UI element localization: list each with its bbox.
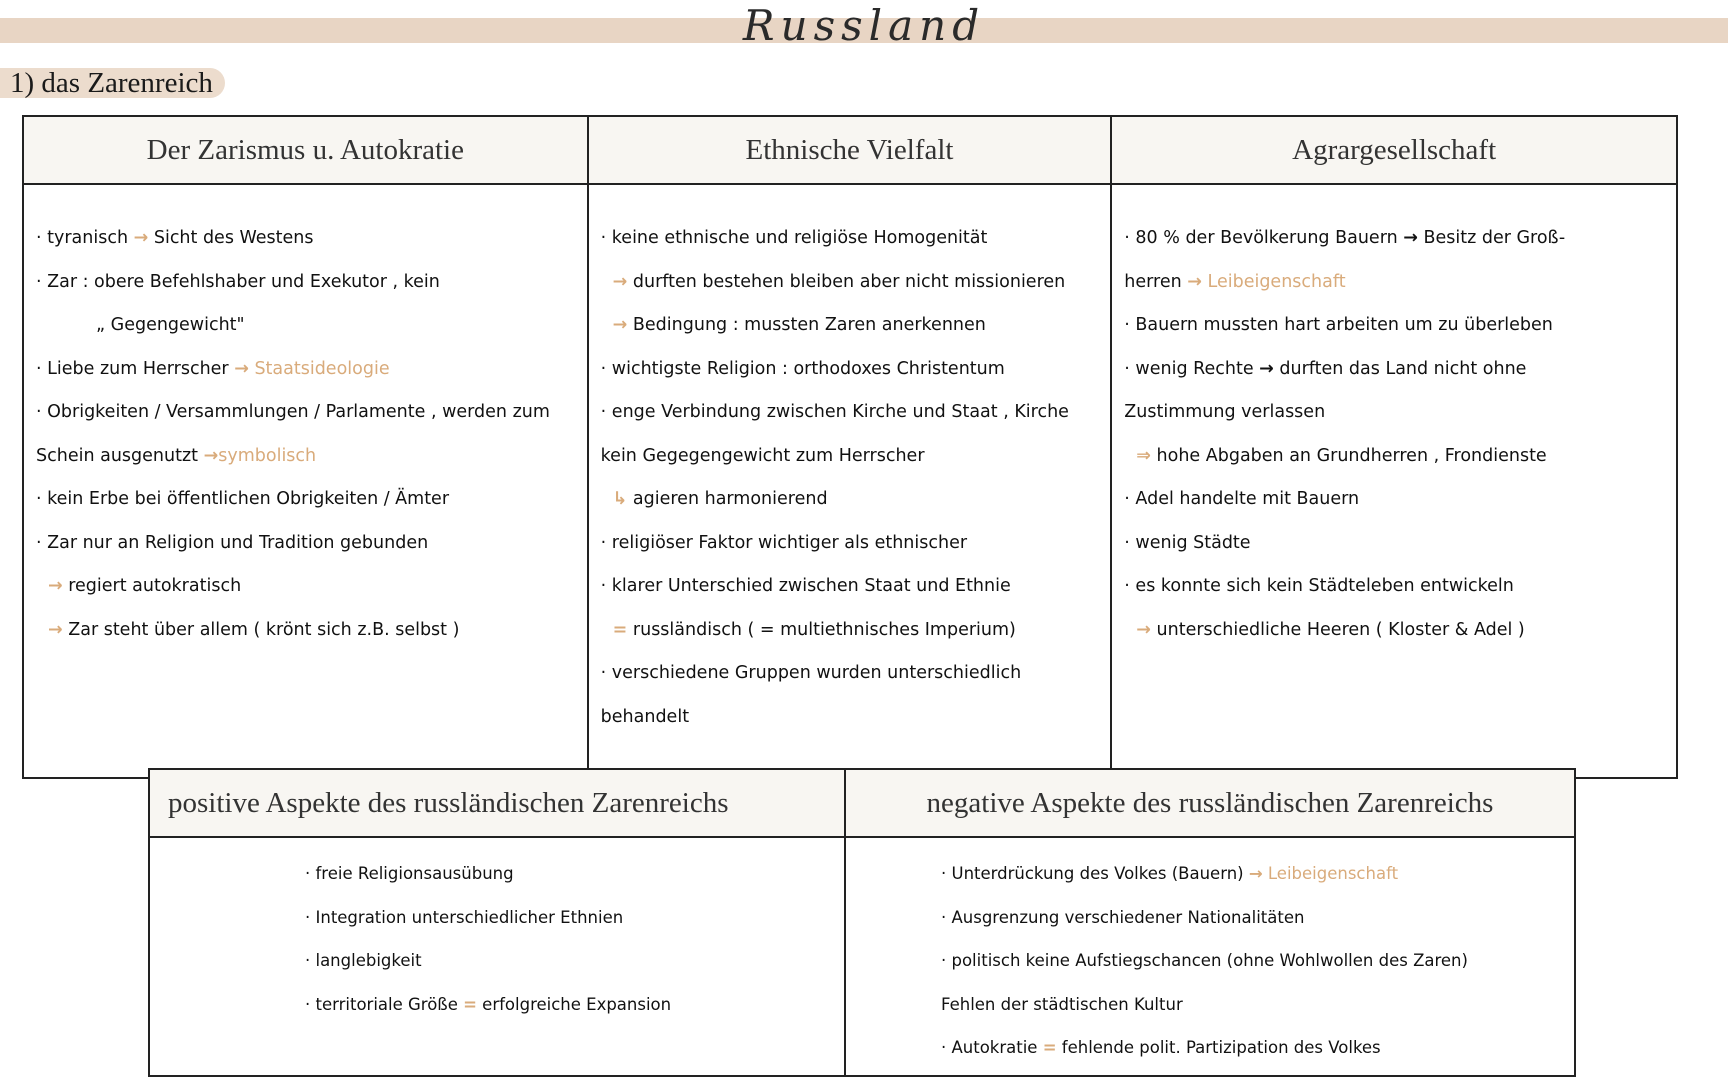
- note-text: Bedingung : mussten Zaren anerkennen: [627, 315, 986, 335]
- note-text: · Unterdrückung des Volkes (Bauern): [941, 864, 1249, 883]
- note-item: [36, 565, 587, 609]
- column-negative-aspects: [845, 837, 1575, 1076]
- note-text: Zar steht über allem ( krönt sich z.B. selbst ): [62, 619, 460, 640]
- note-item: [1124, 435, 1676, 479]
- note-item: [941, 852, 1574, 896]
- overview-table: [22, 115, 1678, 779]
- note-highlight: Leibeigenschaft: [1262, 864, 1399, 883]
- note-text: · politisch keine Aufstiegschancen (ohne Wohlwollen des Zaren): [941, 951, 1468, 970]
- note-text: behandelt: [600, 706, 690, 727]
- arrow-icon: →: [133, 228, 149, 248]
- note-text: · Ausgrenzung verschiedener Nationalitäten: [941, 907, 1305, 927]
- note-item: [305, 983, 844, 1027]
- note-text: russländisch ( = multiethnisches Imperium): [627, 619, 1016, 640]
- note-item: [1124, 609, 1676, 653]
- arrow-icon: →: [203, 445, 219, 466]
- note-text: fehlende polit. Partizipation des Volkes: [1056, 1038, 1381, 1057]
- note-text: · enge Verbindung zwischen Kirche und Staat , Kirche: [600, 402, 1069, 422]
- section-heading: 1) das Zarenreich: [0, 68, 225, 98]
- header-agrargesellschaft: Agrargesellschaft: [1111, 116, 1677, 184]
- note-item: [305, 939, 844, 983]
- note-text: Sicht des Westens: [148, 228, 314, 248]
- note-item: [36, 478, 587, 522]
- note-item: [305, 852, 844, 896]
- note-item: [601, 522, 1111, 566]
- note-text: durften das Land nicht ohne: [1273, 358, 1527, 379]
- note-text: · verschiedene Gruppen wurden unterschiedlich: [600, 663, 1022, 683]
- note-item: [305, 896, 844, 940]
- note-text: herren: [1124, 271, 1188, 292]
- note-text: · wenig Städte: [1124, 532, 1251, 553]
- note-text: agieren harmonierend: [627, 489, 828, 509]
- aspects-table: [148, 768, 1576, 1077]
- note-item: [1124, 217, 1676, 261]
- arrow-icon: →: [1136, 619, 1151, 640]
- note-item: [601, 391, 1111, 435]
- note-text: kein Gegegengewicht zum Herrscher: [600, 445, 925, 466]
- note-text: · wichtigste Religion : orthodoxes Christentum: [600, 358, 1005, 379]
- note-text: · Autokratie: [941, 1038, 1043, 1057]
- note-item: [601, 261, 1111, 305]
- note-text: · Obrigkeiten / Versammlungen / Parlamente , werden zum: [36, 402, 550, 422]
- note-text: „ Gegengewicht": [96, 315, 245, 335]
- note-text: · Integration unterschiedlicher Ethnien: [305, 907, 624, 927]
- note-text: · Zar : obere Befehlshaber und Exekutor , kein: [36, 271, 440, 292]
- arrow-icon: ↳: [612, 489, 628, 509]
- note-text: erfolgreiche Expansion: [476, 994, 672, 1014]
- note-text: · es konnte sich kein Städteleben entwickeln: [1124, 576, 1514, 596]
- note-text: · Zar nur an Religion und Tradition gebunden: [36, 532, 429, 553]
- note-item: [941, 1026, 1574, 1070]
- note-item: [941, 939, 1574, 983]
- note-text: · Liebe zum Herrscher: [36, 358, 235, 379]
- note-item: [1124, 565, 1676, 609]
- arrow-icon: →: [1403, 228, 1418, 248]
- note-item: [1124, 348, 1676, 392]
- note-item: [601, 217, 1111, 261]
- note-text: Zustimmung verlassen: [1124, 402, 1326, 422]
- note-item: [601, 435, 1111, 479]
- arrow-icon: →: [48, 576, 63, 596]
- note-item: [601, 304, 1111, 348]
- note-item: [36, 217, 587, 261]
- note-item: [601, 696, 1111, 740]
- note-highlight: symbolisch: [218, 445, 317, 466]
- note-item: [36, 391, 587, 435]
- note-text: · langlebigkeit: [305, 951, 422, 970]
- arrow-icon: →: [612, 271, 628, 292]
- note-item: [941, 983, 1574, 1027]
- note-item: [36, 435, 587, 479]
- note-item: [1124, 391, 1676, 435]
- column-positive-aspects: [149, 837, 845, 1076]
- note-text: · keine ethnische und religiöse Homogenität: [600, 228, 988, 248]
- arrow-icon: →: [234, 358, 249, 379]
- column-ethnische-vielfalt: [588, 184, 1112, 778]
- note-text: · Adel handelte mit Bauern: [1124, 489, 1360, 509]
- note-item: [36, 348, 587, 392]
- arrow-icon: =: [1042, 1038, 1057, 1057]
- note-item: [601, 652, 1111, 696]
- note-text: · religiöser Faktor wichtiger als ethnischer: [600, 532, 968, 553]
- arrow-icon: →: [1187, 271, 1202, 292]
- note-text: · klarer Unterschied zwischen Staat und Ethnie: [600, 576, 1011, 596]
- note-text: Schein ausgenutzt: [36, 445, 204, 466]
- note-text: · wenig Rechte: [1124, 358, 1260, 379]
- note-highlight: Leibeigenschaft: [1201, 271, 1346, 292]
- arrow-icon: ⇒: [1136, 445, 1151, 466]
- note-item: [601, 478, 1111, 522]
- note-text: regiert autokratisch: [62, 576, 242, 596]
- note-item: [36, 522, 587, 566]
- arrow-icon: →: [1248, 864, 1263, 883]
- note-text: · territoriale Größe: [305, 994, 464, 1014]
- note-item: [1124, 261, 1676, 305]
- note-text: · Bauern mussten hart arbeiten um zu überleben: [1124, 315, 1553, 335]
- note-text: · 80 % der Bevölkerung Bauern: [1124, 228, 1404, 248]
- note-item: [36, 609, 587, 653]
- note-item: [36, 304, 587, 348]
- note-text: · freie Religionsausübung: [305, 864, 514, 883]
- page-title: Russland: [742, 1, 986, 50]
- note-item: [601, 348, 1111, 392]
- note-text: durften bestehen bleiben aber nicht missionieren: [627, 271, 1066, 292]
- note-item: [1124, 522, 1676, 566]
- arrow-icon: →: [48, 619, 63, 640]
- header-negative-aspects: negative Aspekte des russländischen Zarenreichs: [845, 769, 1575, 837]
- arrow-icon: =: [463, 994, 477, 1014]
- arrow-icon: →: [1259, 358, 1274, 379]
- note-text: · kein Erbe bei öffentlichen Obrigkeiten / Ämter: [36, 489, 450, 509]
- note-text: Besitz der Groß-: [1417, 228, 1566, 248]
- column-zarismus: [23, 184, 588, 778]
- header-positive-aspects: positive Aspekte des russländischen Zarenreichs: [149, 769, 845, 837]
- note-text: hohe Abgaben an Grundherren , Frondienste: [1150, 445, 1547, 466]
- note-item: [601, 565, 1111, 609]
- note-text: · tyranisch: [36, 228, 134, 248]
- column-agrargesellschaft: [1111, 184, 1677, 778]
- header-zarismus: Der Zarismus u. Autokratie: [23, 116, 588, 184]
- header-ethnische-vielfalt: Ethnische Vielfalt: [588, 116, 1112, 184]
- note-item: [601, 609, 1111, 653]
- note-item: [941, 896, 1574, 940]
- note-text: Fehlen der städtischen Kultur: [941, 994, 1183, 1014]
- note-item: [36, 261, 587, 305]
- note-item: [1124, 478, 1676, 522]
- arrow-icon: →: [612, 315, 628, 335]
- arrow-icon: =: [612, 619, 628, 640]
- note-text: unterschiedliche Heeren ( Kloster & Adel ): [1150, 619, 1525, 640]
- note-highlight: Staatsideologie: [248, 358, 390, 379]
- note-item: [1124, 304, 1676, 348]
